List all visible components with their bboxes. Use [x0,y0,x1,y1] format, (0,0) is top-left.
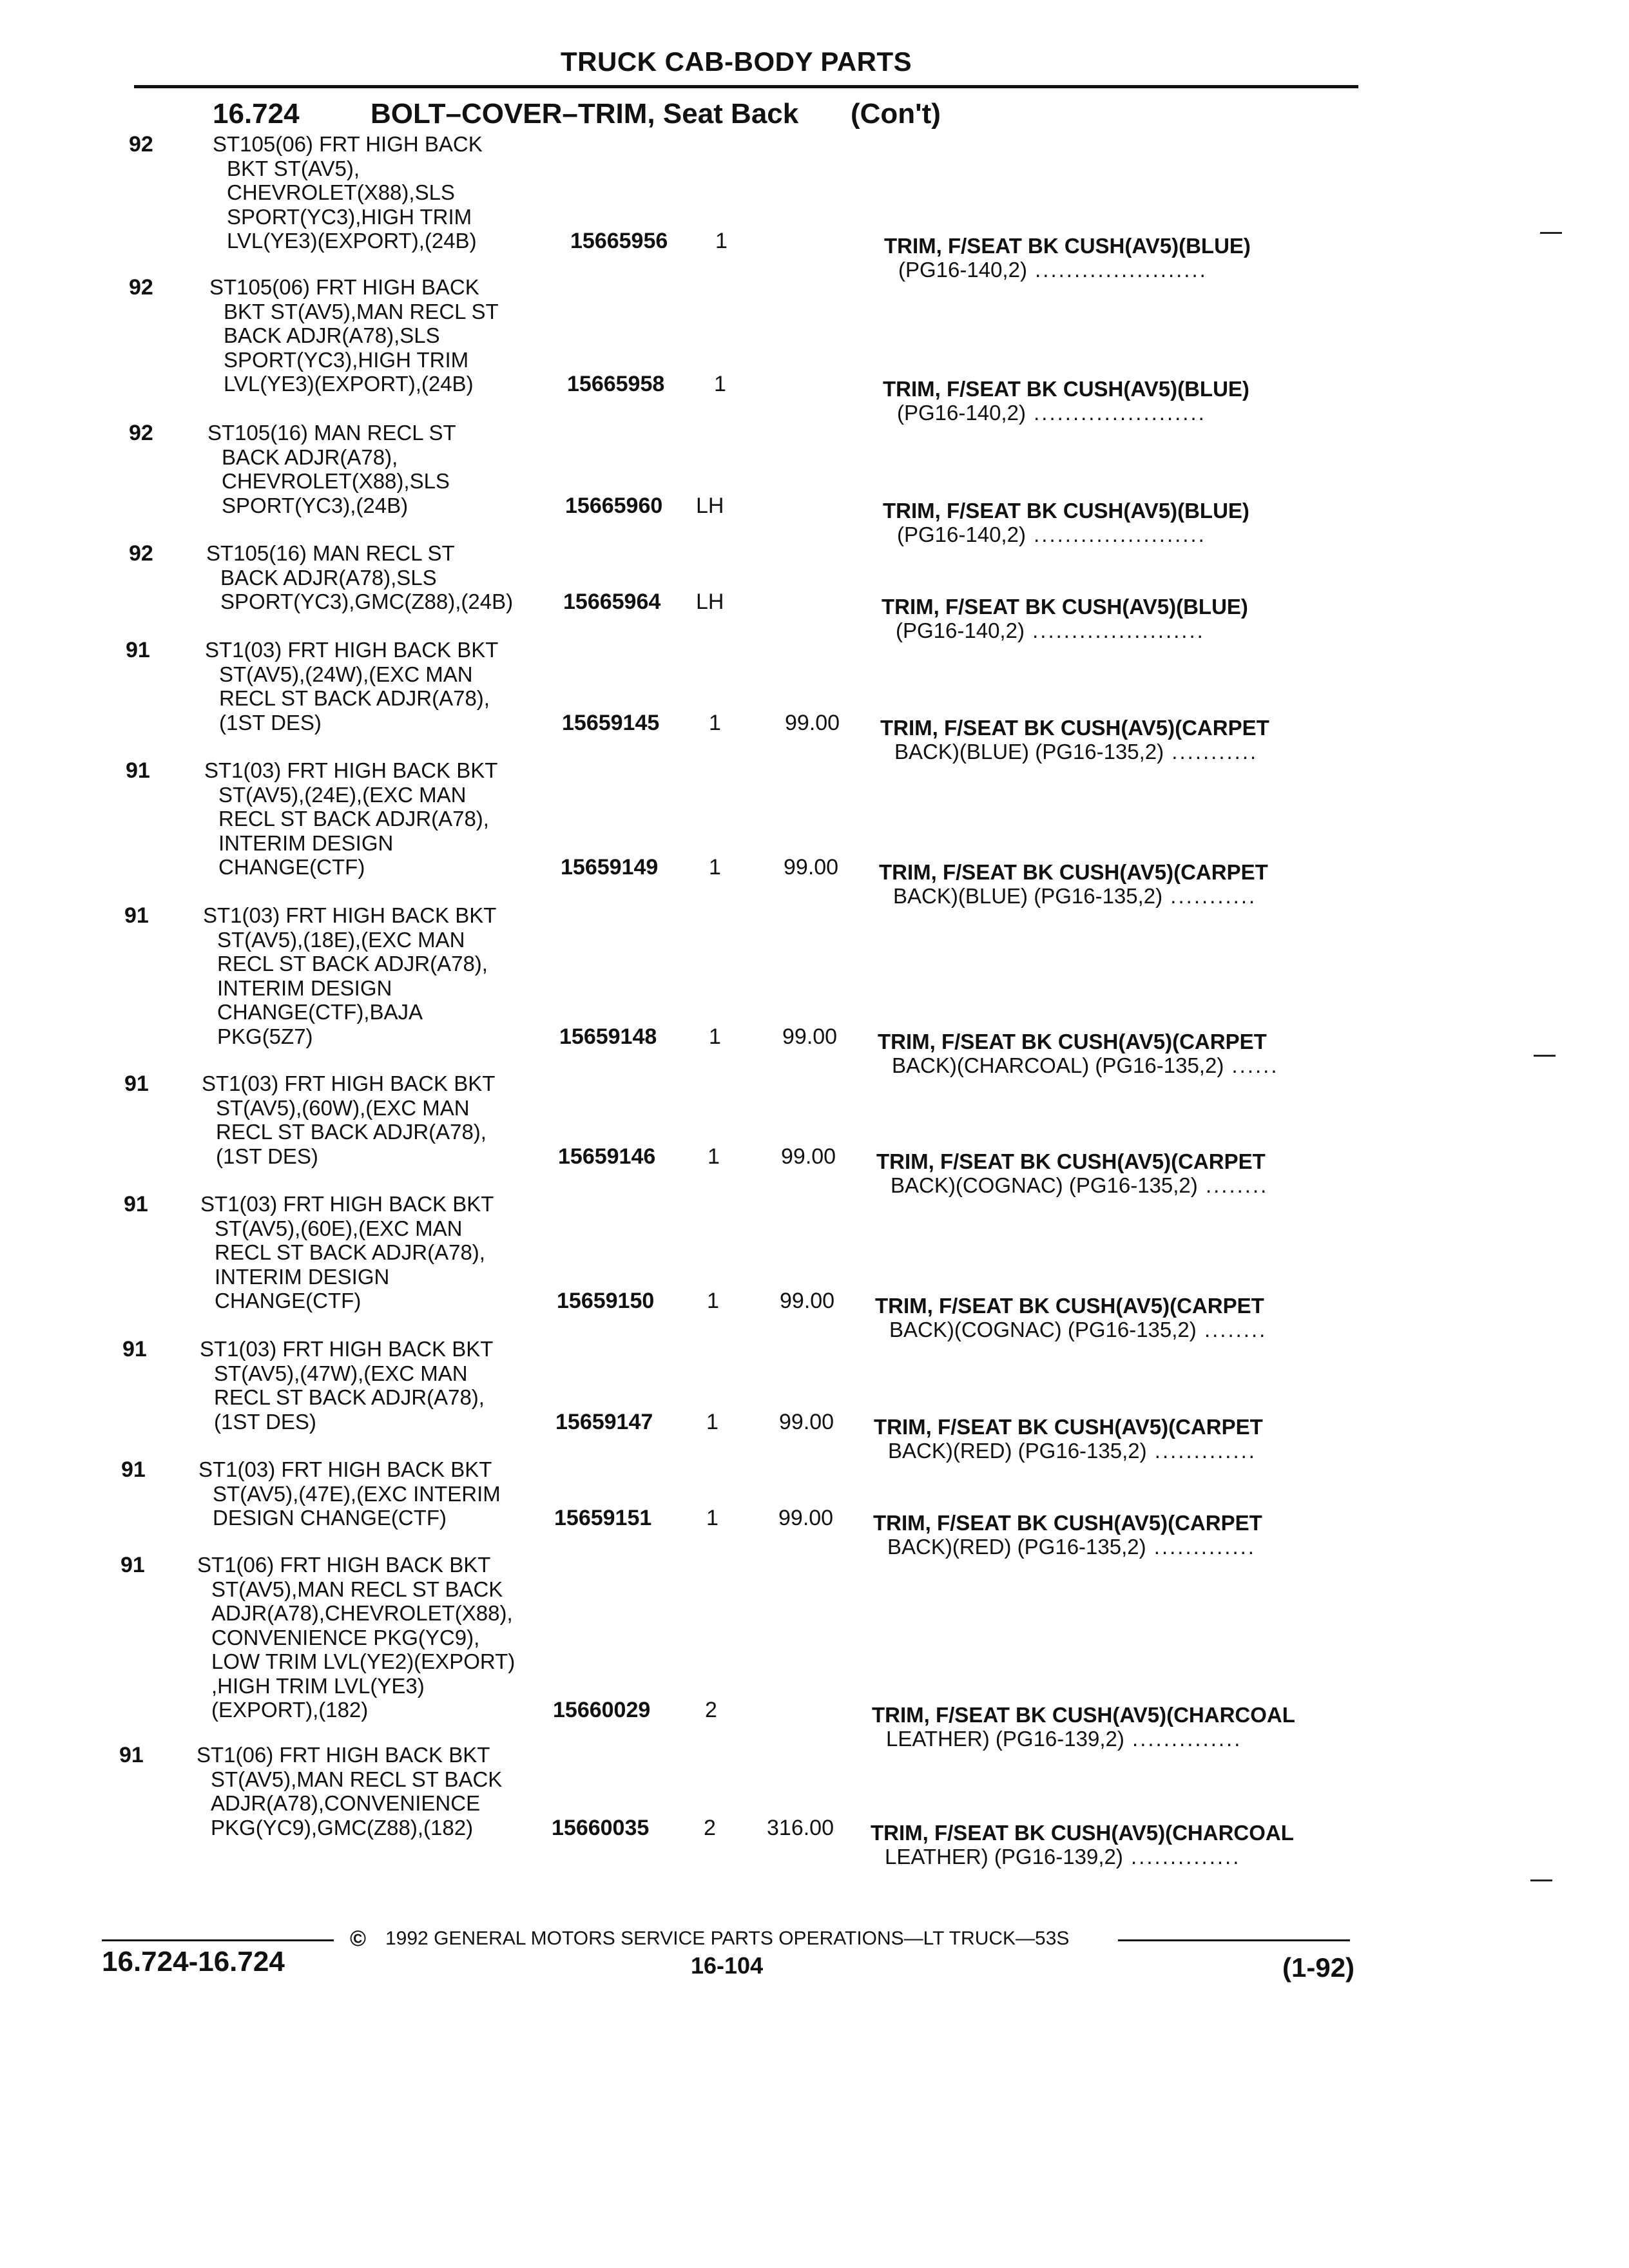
part-number: 15659149 [561,855,659,879]
quantity: 1 [709,855,721,879]
quantity: LH [696,493,724,518]
part-description [197,1553,558,1722]
ref-number: 91 [119,1743,144,1767]
margin-mark [1534,1055,1556,1057]
trim-line-1: TRIM, F/SEAT BK CUSH(AV5)(BLUE) [883,498,1249,523]
trim-line-2 [875,1318,1267,1341]
price: 99.00 [781,1144,836,1169]
description-line: (EXPORT),(182) [211,1698,369,1722]
description-line: ST1(03) FRT HIGH BACK BKT [205,638,499,662]
footer-copyright: 1992 GENERAL MOTORS SERVICE PARTS OPERATIONS—LT TRUCK—53S [385,1928,1070,1949]
leader-dots: ...................... [1025,401,1206,425]
trim-description [883,377,1249,425]
trim-line-2 [883,523,1249,546]
trim-description [873,1511,1262,1559]
trim-line-1: TRIM, F/SEAT BK CUSH(AV5)(CARPET [875,1294,1264,1318]
description-line: BKT ST(AV5), [227,156,360,180]
part-number: 15659147 [555,1409,653,1434]
description-line: RECL ST BACK ADJR(A78), [215,1240,485,1264]
description-line: SPORT(YC3),(24B) [222,493,409,517]
trim-description [878,1030,1279,1077]
trim-line-2 [876,1173,1268,1197]
page-header-title: TRUCK CAB-BODY PARTS [561,46,912,77]
description-line: RECL ST BACK ADJR(A78), [218,807,489,831]
trim-ref: BACK)(BLUE) (PG16-135,2) [893,884,1163,908]
price: 99.00 [784,855,839,879]
footer-page-number: 16-104 [691,1952,764,1979]
part-description [209,275,570,396]
leader-dots: ........ [1197,1173,1269,1197]
part-number: 15659145 [562,710,660,735]
trim-description [882,595,1248,642]
description-line: BACK ADJR(A78), [222,445,398,469]
ref-number: 91 [124,1192,148,1216]
description-line: CONVENIENCE PKG(YC9), [211,1625,480,1649]
trim-description [879,860,1268,908]
description-line: ST1(03) FRT HIGH BACK BKT [200,1337,494,1361]
description-line: ST(AV5),(18E),(EXC MAN [217,927,465,952]
part-number: 15660035 [552,1815,650,1840]
leader-dots: ............. [1146,1438,1257,1463]
trim-ref: (PG16-140,2) [897,401,1026,425]
description-line: ST(AV5),(24W),(EXC MAN [219,662,473,686]
part-description [198,1457,559,1530]
trim-line-1: TRIM, F/SEAT BK CUSH(AV5)(CHARCOAL [871,1820,1294,1845]
trim-line-2 [873,1535,1262,1559]
trim-line-1: TRIM, F/SEAT BK CUSH(AV5)(BLUE) [883,377,1249,401]
trim-line-1: TRIM, F/SEAT BK CUSH(AV5)(CARPET [876,1149,1266,1173]
part-description [197,1743,557,1840]
trim-line-2 [872,1727,1295,1751]
description-line: ST1(03) FRT HIGH BACK BKT [198,1457,492,1481]
part-number: 15659150 [557,1289,655,1313]
trim-line-1: TRIM, F/SEAT BK CUSH(AV5)(CARPET [874,1414,1263,1439]
trim-ref: BACK)(COGNAC) (PG16-135,2) [889,1318,1197,1341]
quantity: 1 [706,1409,718,1434]
description-line: ST105(16) MAN RECL ST [206,541,455,565]
leader-dots: .............. [1123,1844,1241,1869]
description-line: ST105(06) FRT HIGH BACK [213,132,483,156]
section-continued: (Con't) [851,98,941,130]
description-line: ST(AV5),(60E),(EXC MAN [215,1216,463,1240]
price: 316.00 [767,1815,834,1840]
part-description [200,1337,561,1434]
ref-number: 91 [124,903,149,928]
trim-line-1: TRIM, F/SEAT BK CUSH(AV5)(CARPET [879,860,1268,884]
trim-description [883,499,1249,546]
description-line: (1ST DES) [219,710,322,735]
footer-rule-left [102,1939,334,1941]
part-number: 15659148 [559,1024,657,1049]
trim-description [880,716,1269,764]
trim-description [871,1821,1294,1869]
description-line: PKG(YC9),GMC(Z88),(182) [211,1815,474,1840]
footer-rule-right [1118,1939,1350,1941]
description-line: ST(AV5),MAN RECL ST BACK [211,1767,503,1791]
part-description [204,758,565,879]
trim-line-1: TRIM, F/SEAT BK CUSH(AV5)(BLUE) [882,595,1248,619]
part-number: 15665956 [570,229,668,253]
trim-ref: (PG16-140,2) [896,619,1025,642]
trim-description [872,1703,1295,1751]
trim-line-1: TRIM, F/SEAT BK CUSH(AV5)(CARPET [880,715,1269,740]
quantity: 2 [704,1815,716,1840]
description-line: SPORT(YC3),HIGH TRIM [227,204,472,229]
description-line: LVL(YE3)(EXPORT),(24B) [227,229,477,253]
trim-line-2 [874,1439,1263,1463]
leader-dots: ...... [1224,1053,1279,1077]
description-line: SPORT(YC3),GMC(Z88),(24B) [220,590,514,613]
part-description [207,421,568,517]
quantity: 1 [708,1144,720,1169]
part-number: 15659151 [554,1506,652,1530]
description-line: LVL(YE3)(EXPORT),(24B) [224,372,474,396]
ref-number: 91 [120,1553,145,1577]
description-line: ST105(06) FRT HIGH BACK [209,275,479,299]
header-rule [134,85,1358,88]
description-line: RECL ST BACK ADJR(A78), [214,1385,485,1409]
part-description [206,541,567,614]
description-line: INTERIM DESIGN [218,831,394,855]
trim-line-1: TRIM, F/SEAT BK CUSH(AV5)(CARPET [873,1511,1262,1535]
trim-line-1: TRIM, F/SEAT BK CUSH(AV5)(BLUE) [884,234,1251,258]
trim-line-2 [871,1845,1294,1869]
footer-section-range: 16.724-16.724 [102,1946,285,1977]
leader-dots: ...................... [1025,522,1206,546]
description-line: ST1(06) FRT HIGH BACK BKT [197,1743,490,1767]
description-line: ST(AV5),(47E),(EXC INTERIM [213,1481,501,1506]
quantity: 1 [715,229,728,253]
part-description [200,1192,561,1313]
part-description [202,1072,563,1168]
price: 99.00 [780,1289,835,1313]
description-line: ,HIGH TRIM LVL(YE3) [211,1673,425,1698]
trim-ref: (PG16-140,2) [897,522,1026,546]
footer-revision-date: (1-92) [1282,1952,1355,1983]
description-line: BACK ADJR(A78),SLS [224,323,440,347]
part-description [205,638,566,735]
ref-number: 91 [126,638,150,662]
description-line: DESIGN CHANGE(CTF) [213,1506,447,1530]
quantity: 1 [709,1024,721,1049]
trim-ref: LEATHER) (PG16-139,2) [885,1844,1123,1869]
description-line: INTERIM DESIGN [215,1264,390,1289]
ref-number: 92 [129,275,153,300]
trim-ref: LEATHER) (PG16-139,2) [886,1727,1124,1751]
part-number: 15665964 [563,590,661,614]
ref-number: 92 [129,421,153,445]
description-line: ST1(03) FRT HIGH BACK BKT [202,1072,496,1095]
part-description [213,132,574,253]
description-line: CHANGE(CTF),BAJA [217,1000,423,1024]
ref-number: 92 [129,132,153,157]
part-number: 15665960 [565,493,663,518]
description-line: ADJR(A78),CONVENIENCE [211,1791,481,1815]
price: 99.00 [782,1024,838,1049]
description-line: INTERIM DESIGN [217,975,392,1000]
description-line: CHANGE(CTF) [215,1289,361,1312]
ref-number: 91 [126,758,150,783]
margin-mark [1540,232,1562,234]
description-line: ST1(03) FRT HIGH BACK BKT [200,1192,494,1216]
description-line: PKG(5Z7) [217,1024,313,1048]
trim-line-1: TRIM, F/SEAT BK CUSH(AV5)(CHARCOAL [872,1703,1295,1727]
description-line: CHEVROLET(X88),SLS [222,469,450,493]
description-line: ST(AV5),MAN RECL ST BACK [211,1577,503,1601]
leader-dots: .............. [1124,1727,1242,1751]
trim-line-1: TRIM, F/SEAT BK CUSH(AV5)(CARPET [878,1029,1267,1053]
ref-number: 91 [124,1072,149,1096]
trim-description [876,1149,1268,1197]
description-line: ST(AV5),(47W),(EXC MAN [214,1361,468,1385]
quantity: 1 [714,372,726,396]
description-line: ST105(16) MAN RECL ST [207,421,456,445]
trim-ref: BACK)(CHARCOAL) (PG16-135,2) [892,1053,1224,1077]
trim-line-2 [880,740,1269,764]
description-line: (1ST DES) [214,1409,316,1434]
part-number: 15659146 [558,1144,656,1169]
description-line: BKT ST(AV5),MAN RECL ST [224,299,499,323]
description-line: ST(AV5),(60W),(EXC MAN [216,1095,470,1120]
part-number: 15660029 [553,1698,651,1722]
leader-dots: ...................... [1027,258,1208,282]
quantity: LH [696,590,724,614]
description-line: RECL ST BACK ADJR(A78), [216,1120,487,1144]
leader-dots: ........... [1164,739,1258,764]
quantity: 2 [705,1698,717,1722]
copyright-symbol: © [350,1927,367,1951]
description-line: ST1(03) FRT HIGH BACK BKT [204,758,498,782]
description-line: ADJR(A78),CHEVROLET(X88), [211,1601,513,1625]
trim-line-2 [879,884,1268,908]
description-line: RECL ST BACK ADJR(A78), [219,686,490,710]
description-line: CHEVROLET(X88),SLS [227,180,455,204]
price: 99.00 [778,1506,834,1530]
trim-line-2 [878,1053,1279,1077]
trim-line-2 [882,619,1248,642]
part-description [203,903,564,1048]
trim-description [884,234,1251,282]
trim-ref: BACK)(RED) (PG16-135,2) [888,1438,1147,1463]
ref-number: 92 [129,541,153,566]
description-line: (1ST DES) [216,1144,318,1168]
trim-ref: BACK)(BLUE) (PG16-135,2) [894,739,1164,764]
trim-description [875,1294,1267,1341]
part-number: 15665958 [567,372,665,396]
leader-dots: ........ [1196,1318,1268,1341]
description-line: LOW TRIM LVL(YE2)(EXPORT) [211,1649,516,1673]
description-line: ST1(03) FRT HIGH BACK BKT [203,903,497,927]
price: 99.00 [779,1409,834,1434]
leader-dots: ...................... [1024,619,1205,642]
trim-line-2 [884,258,1251,282]
trim-line-2 [883,401,1249,425]
trim-ref: BACK)(RED) (PG16-135,2) [887,1535,1146,1559]
description-line: SPORT(YC3),HIGH TRIM [224,347,469,372]
quantity: 1 [709,710,721,735]
ref-number: 91 [122,1337,147,1361]
section-number: 16.724 [213,98,300,130]
description-line: ST1(06) FRT HIGH BACK BKT [197,1553,491,1577]
description-line: ST(AV5),(24E),(EXC MAN [218,782,467,807]
description-line: CHANGE(CTF) [218,855,365,879]
section-name: BOLT–COVER–TRIM, Seat Back [371,98,799,130]
description-line: BACK ADJR(A78),SLS [220,565,437,590]
price: 99.00 [785,710,840,735]
margin-mark [1530,1879,1552,1881]
description-line: RECL ST BACK ADJR(A78), [217,952,488,975]
leader-dots: ........... [1162,884,1257,908]
trim-ref: (PG16-140,2) [898,258,1027,282]
quantity: 1 [707,1289,719,1313]
leader-dots: ............. [1146,1535,1256,1559]
trim-ref: BACK)(COGNAC) (PG16-135,2) [891,1173,1198,1197]
quantity: 1 [706,1506,718,1530]
trim-description [874,1415,1263,1463]
ref-number: 91 [121,1457,146,1482]
